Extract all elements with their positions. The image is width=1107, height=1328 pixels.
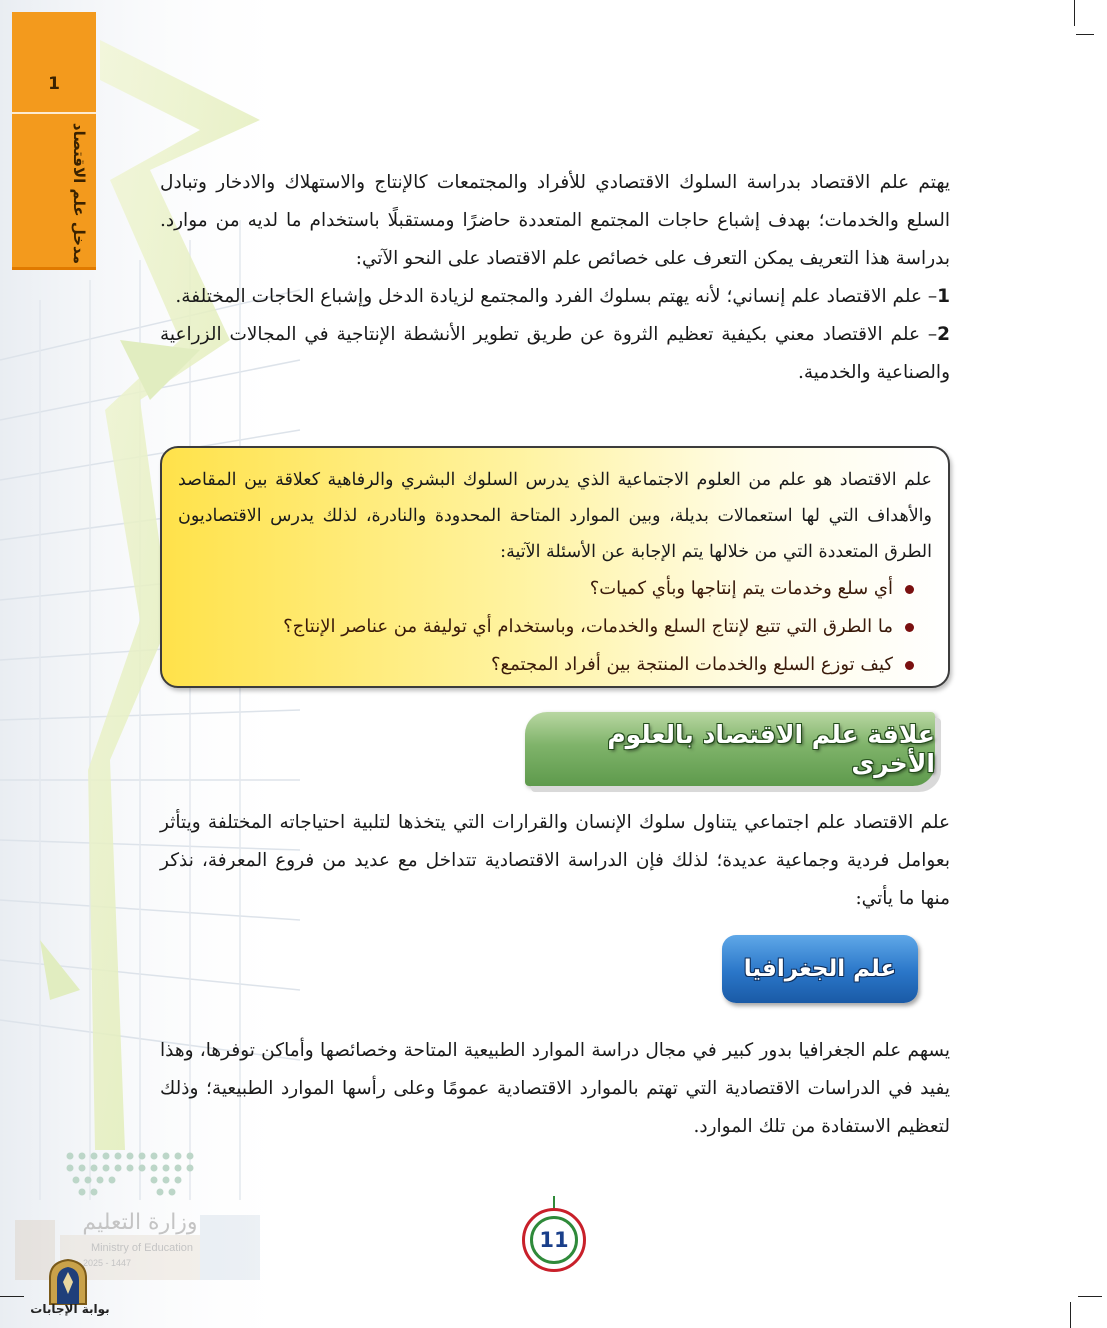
crop-mark: [1074, 0, 1075, 26]
geography-paragraph: يسهم علم الجغرافيا بدور كبير في مجال دراسة الموارد الطبيعية المتاحة وخصائصها وأماكن توفرها، وهذا يفيد في الدراسات الاقتصادية التي تهتم بالموارد الاقتصادية عمومًا وعلى رأسها الموارد الطبيعية؛ وذلك لتعظيم الاستفادة من تلك الموارد.: [160, 1040, 950, 1137]
page-number: 11: [539, 1228, 569, 1252]
page-number-badge: [522, 1208, 586, 1272]
question-item: [178, 646, 932, 684]
point-text: – علم الاقتصاد علم إنساني؛ لأنه يهتم بسلوك الفرد والمجتمع لزيادة الدخل وإشباع الحاجات المختلفة.: [175, 286, 938, 307]
characteristic-point-2: [160, 316, 950, 392]
ministry-logo-icon: [60, 1148, 210, 1210]
section-heading-text: علاقة علم الاقتصاد بالعلوم الأخرى: [607, 720, 935, 778]
question-item: [178, 608, 932, 646]
ministry-name-english: Ministry of Education: [90, 1242, 194, 1254]
crop-mark: [1078, 1296, 1102, 1297]
relation-section: [160, 804, 950, 918]
question-text: أي سلع وخدمات يتم إنتاجها وبأي كميات؟: [589, 578, 893, 599]
intro-section: [160, 164, 950, 392]
question-text: ما الطرق التي تتبع لإنتاج السلع والخدمات، وباستخدام أي توليفة من عناصر الإنتاج؟: [283, 616, 893, 637]
point-text: – علم الاقتصاد معني بكيفية تعظيم الثروة عن طريق تطوير الأنشطة الإنتاجية في المجالات الزراعية والصناعية والخدمية.: [160, 324, 950, 383]
point-number: 2: [937, 324, 951, 345]
definition-text: علم الاقتصاد هو علم من العلوم الاجتماعية الذي يدرس السلوك البشري والرفاهية كعلاقة بين المقاصد والأهداف التي لها استعمالات بديلة، وبين الموارد المتاحة المحدودة والنادرة، لذلك يدرس الاقتصاديون الطرق المتعددة التي من خلالها يتم الإجابة عن الأسئلة الآتية:: [178, 470, 932, 562]
crop-mark: [1076, 34, 1094, 35]
section-heading-geography: [722, 935, 918, 1003]
question-item: [178, 570, 932, 608]
section-heading-relation: [525, 712, 935, 786]
characteristic-point-1: [160, 278, 950, 316]
relation-paragraph: علم الاقتصاد علم اجتماعي يتناول سلوك الإنسان والقرارات التي يتخذها لتلبية احتياجاته المختلفة ويتأثر بعوامل فردية وجماعية عديدة؛ لذلك فإن الدراسة الاقتصادية تتداخل مع عديد من فروع المعرفة، نذكر منها ما يأتي:: [160, 812, 950, 909]
intro-paragraph: يهتم علم الاقتصاد بدراسة السلوك الاقتصادي للأفراد والمجتمعات كالإنتاج والاستهلاك والادخار وتبادل السلع والخدمات؛ بهدف إشباع حاجات المجتمع المتعددة حاضرًا ومستقبلًا باستخدام ما لديه من موارد. بدراسة هذا التعريف يمكن التعرف على خصائص علم الاقتصاد على النحو الآتي:: [160, 172, 950, 269]
bullet-icon: [905, 623, 914, 632]
crop-mark: [1070, 1302, 1071, 1328]
site-label: بوابة الإجابات: [30, 1302, 110, 1316]
chapter-tab: [12, 12, 96, 270]
section-heading-text: علم الجغرافيا: [743, 956, 897, 982]
chapter-number: 1: [48, 74, 60, 94]
crop-mark: [0, 1296, 24, 1297]
question-text: كيف توزع السلع والخدمات المنتجة بين أفراد المجتمع؟: [490, 654, 893, 675]
ministry-name-arabic: وزارة التعليم: [82, 1210, 198, 1235]
chapter-title: مدخل علم الاقتصاد: [70, 122, 88, 264]
gate-logo-icon: [44, 1258, 92, 1306]
chapter-divider: [12, 112, 96, 114]
bullet-icon: [905, 585, 914, 594]
point-number: 1: [937, 286, 950, 307]
definition-box: [160, 446, 950, 688]
geography-section: [160, 1032, 950, 1146]
ministry-year: 2025 - 1447: [82, 1258, 132, 1268]
economic-questions-list: [178, 570, 932, 684]
bullet-icon: [905, 661, 914, 670]
